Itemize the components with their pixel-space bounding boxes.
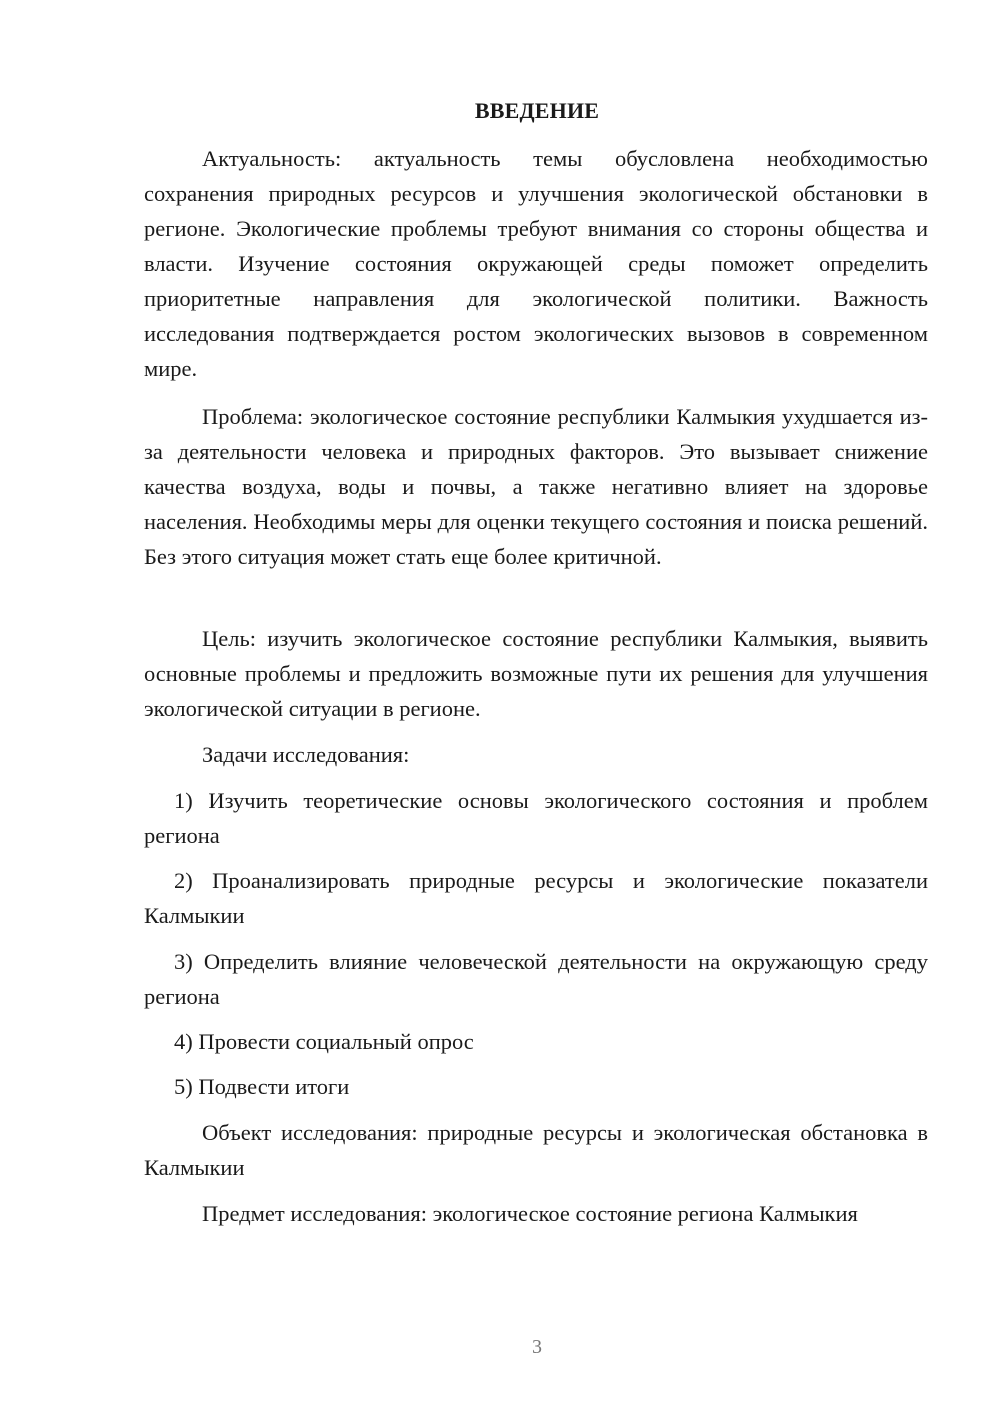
tasks-heading: Задачи исследования: — [202, 742, 410, 767]
object-paragraph: Объект исследования: природные ресурсы и экологическая обстановка в Калмыкии — [144, 1120, 928, 1180]
subject-paragraph: Предмет исследования: экологическое состояние региона Калмыкия — [202, 1201, 858, 1226]
page-title: ВВЕДЕНИЕ — [474, 98, 600, 123]
relevance-paragraph: Актуальность: актуальность темы обусловлена необходимостью сохранения природных ресурсов и улучшения экологической обстановки в регионе. Экологические проблемы требуют внимания со стороны общества и власти. Изучение состояния окружающей среды поможет определить приоритетные направления для экологической политики. Важность исследования подтверждается ростом экологических вызовов в современном мире. — [144, 146, 928, 381]
problem-paragraph: Проблема: экологическое состояние республики Калмыкия ухудшается из-за деятельности человека и природных факторов. Это вызывает снижение качества воздуха, воды и почвы, а также негативно влияет на здоровье населения. Необходимы меры для оценки текущего состояния и поиска решений. Без этого ситуация может стать еще более критичной. — [144, 404, 928, 569]
list-item: 2) Проанализировать природные ресурсы и экологические показатели Калмыкии — [144, 868, 928, 928]
list-item: 3) Определить влияние человеческой деятельности на окружающую среду региона — [144, 949, 928, 1009]
list-item: 1) Изучить теоретические основы экологического состояния и проблем региона — [144, 788, 928, 848]
goal-paragraph: Цель: изучить экологическое состояние республики Калмыкия, выявить основные проблемы и предложить возможные пути их решения для улучшения экологической ситуации в регионе. — [144, 626, 928, 721]
list-item: 5) Подвести итоги — [174, 1074, 350, 1099]
list-item: 4) Провести социальный опрос — [174, 1029, 474, 1054]
page-number: 3 — [532, 1336, 542, 1358]
